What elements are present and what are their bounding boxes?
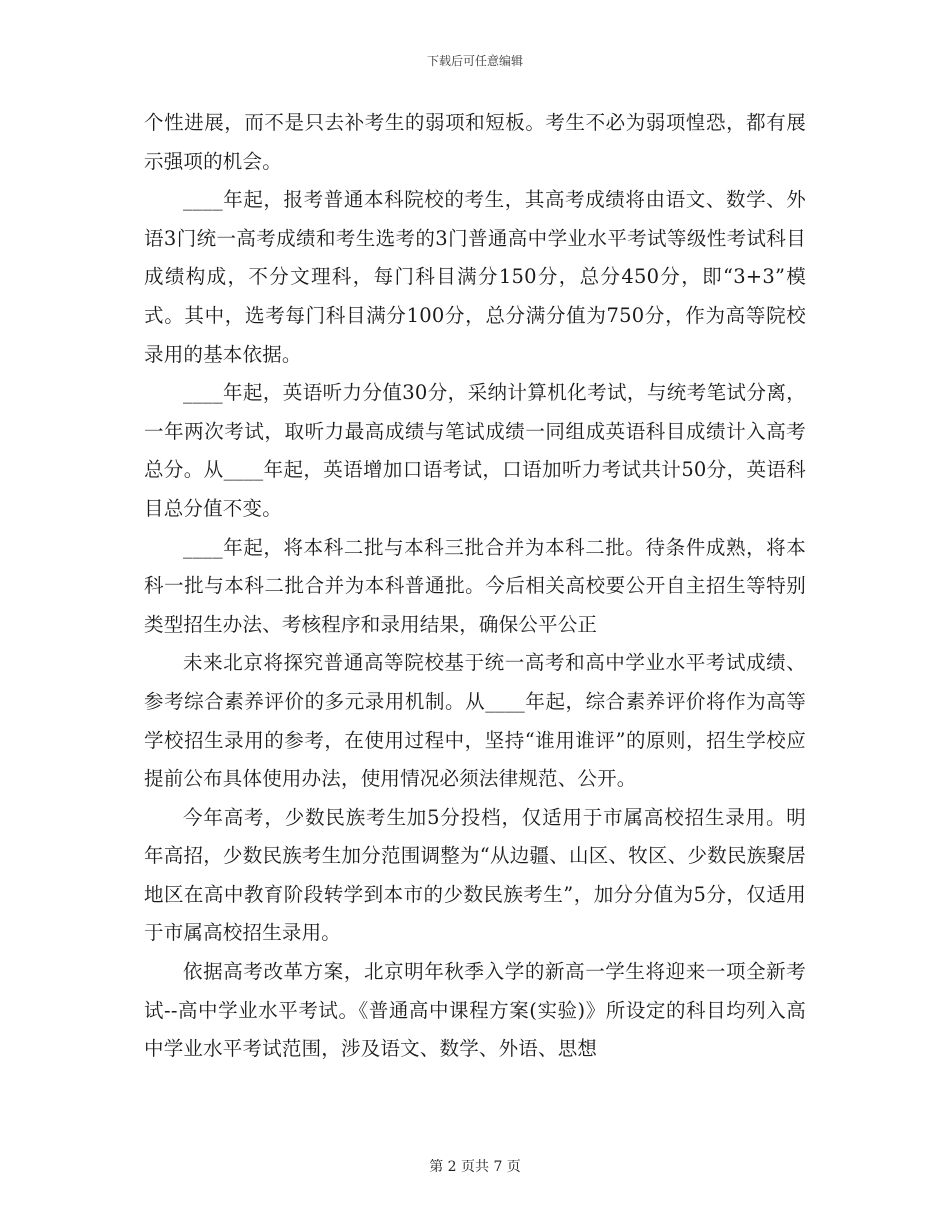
paragraph-6: 今年高考，少数民族考生加5分投档，仅适用于市属高校招生录用。明年高招，少数民族考生加分范围调整为“从边疆、山区、牧区、少数民族聚居地区在高中教育阶段转学到本市的少数民族考生”，加分分值为5分，仅适用于市属高校招生录用。 <box>144 805 806 945</box>
document-body <box>144 104 806 1069</box>
paragraph-7: 依据高考改革方案，北京明年秋季入学的新高一学生将迎来一项全新考试--高中学业水平考试。《普通高中课程方案(实验)》所设定的科目均列入高中学业水平考试范围，涉及语文、数学、外语、思想 <box>144 960 806 1061</box>
paragraph-4: ____年起，将本科二批与本科三批合并为本科二批。待条件成熟，将本科一批与本科二批合并为本科普通批。今后相关高校要公开自主招生等特别类型招生办法、考核程序和录用结果，确保公平公正 <box>144 535 806 636</box>
paragraph-3: ____年起，英语听力分值30分，采纳计算机化考试，与统考笔试分离，一年两次考试，取听力最高成绩与笔试成绩一同组成英语科目成绩计入高考总分。从____年起，英语增加口语考试，口语加听力考试共计50分，英语科目总分值不变。 <box>144 381 806 520</box>
paragraph-1: 个性进展，而不是只去补考生的弱项和短板。考生不必为弱项惶恐，都有展示强项的机会。 <box>144 111 806 173</box>
paragraph-5: 未来北京将探究普通高等院校基于统一高考和高中学业水平考试成绩、参考综合素养评价的多元录用机制。从____年起，综合素养评价将作为高等学校招生录用的参考，在使用过程中，坚持“谁用谁评”的原则，招生学校应提前公布具体使用办法，使用情况必须法律规范、公开。 <box>144 651 806 791</box>
page-footer: 第 2 页共 7 页 <box>429 1159 521 1175</box>
page-header: 下载后可任意编辑 <box>426 54 523 68</box>
paragraph-2: ____年起，报考普通本科院校的考生，其高考成绩将由语文、数学、外语3门统一高考成绩和考生选考的3门普通高中学业水平考试等级性考试科目成绩构成，不分文理科，每门科目满分150分，总分450分，即“3+3”模式。其中，选考每门科目满分100分，总分满分值为750分，作为高等院校录用的基本依据。 <box>144 188 806 366</box>
